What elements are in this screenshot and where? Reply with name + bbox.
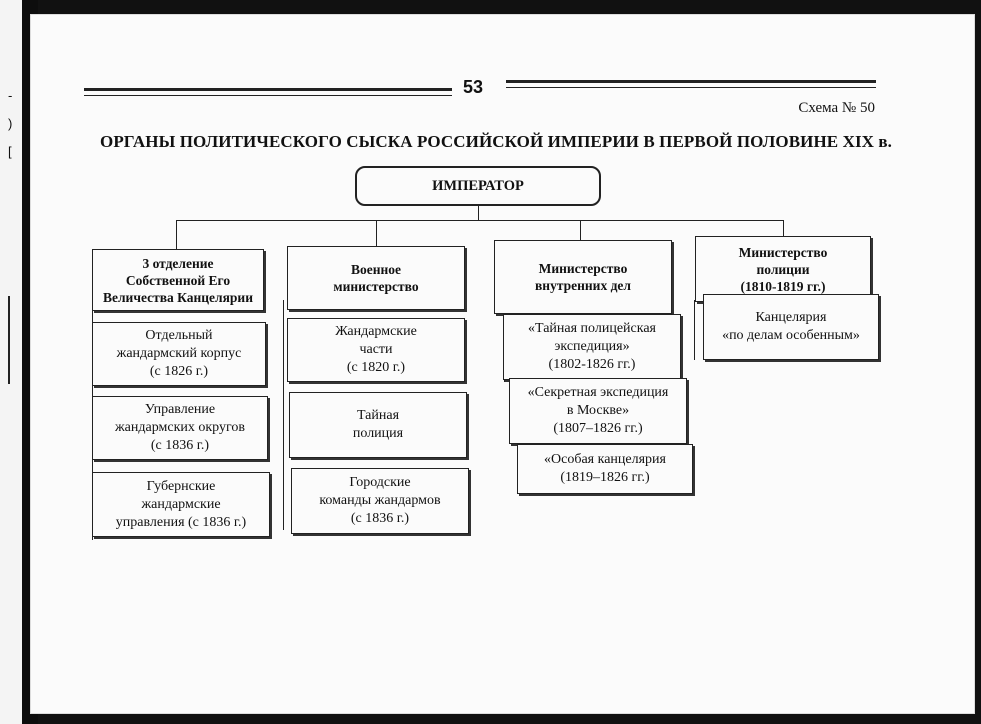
node-secret-police-expedition bbox=[503, 314, 681, 380]
margin-mark-3: [ bbox=[8, 144, 12, 159]
node-police-ministry-label: Министерство полиции (1810-1819 гг.) bbox=[738, 244, 828, 294]
node-gendarme-districts bbox=[92, 396, 268, 460]
node-special-affairs-office bbox=[703, 294, 879, 360]
node-city-gendarmes bbox=[291, 468, 469, 534]
margin-mark-1: - bbox=[8, 88, 13, 103]
spine-branch-4 bbox=[694, 300, 695, 360]
node-gendarme-districts-label: Управление жандармских округов (с 1836 г.) bbox=[115, 402, 245, 453]
node-secret-police-expedition-label: «Тайная полицейская экспедиция» (1802-1826 гг.) bbox=[528, 321, 656, 372]
node-provincial-gendarme bbox=[92, 472, 270, 537]
node-gendarme-units bbox=[287, 318, 465, 382]
header-rule-left bbox=[84, 88, 452, 91]
node-moscow-expedition-label: «Секретная экспедиция в Москве» (1807–1826 гг.) bbox=[527, 385, 669, 436]
diagram-title: ОРГАНЫ ПОЛИТИЧЕСКОГО СЫСКА РОССИЙСКОЙ ИМПЕРИИ В ПЕРВОЙ ПОЛОВИНЕ XIX в. bbox=[100, 132, 893, 151]
node-special-chancellery bbox=[517, 444, 693, 494]
connector-branch-1 bbox=[176, 220, 177, 249]
page-number: 53 bbox=[463, 77, 484, 97]
connector-branch-4 bbox=[783, 220, 784, 236]
node-interior-ministry-label: Министерство внутренних дел bbox=[535, 261, 631, 293]
margin-mark-2: ) bbox=[8, 116, 13, 131]
connector-root-down bbox=[478, 206, 479, 220]
schema-label: Схема № 50 bbox=[798, 100, 875, 116]
node-emperor bbox=[355, 166, 601, 206]
node-police-ministry bbox=[695, 236, 871, 302]
spine-branch-2 bbox=[283, 300, 284, 530]
connector-branch-3 bbox=[580, 220, 581, 240]
node-secret-police-label: Тайная полиция bbox=[352, 408, 404, 441]
node-war-ministry bbox=[287, 246, 465, 310]
node-city-gendarmes-label: Городские команды жандармов (с 1836 г.) bbox=[319, 475, 441, 526]
node-third-section-label: 3 отделение Собственной Его Величества Канцелярии bbox=[102, 255, 253, 305]
connector-horizontal bbox=[176, 220, 784, 221]
node-gendarme-corps bbox=[92, 322, 266, 386]
header-rule-left-thin bbox=[84, 95, 452, 96]
node-third-section bbox=[92, 249, 264, 311]
node-special-affairs-office-label: Канцелярия «по делам особенным» bbox=[722, 310, 860, 343]
margin-bracket bbox=[8, 296, 16, 384]
node-moscow-expedition bbox=[509, 378, 687, 444]
node-gendarme-corps-label: Отдельный жандармский корпус (с 1826 г.) bbox=[116, 328, 242, 379]
header-rule-right-thin bbox=[506, 87, 876, 88]
node-interior-ministry bbox=[494, 240, 672, 314]
connector-branch-2 bbox=[376, 220, 377, 246]
node-secret-police bbox=[289, 392, 467, 458]
header-rule-right bbox=[506, 80, 876, 83]
node-emperor-label: ИМПЕРАТОР bbox=[432, 177, 524, 194]
node-war-ministry-label: Военное министерство bbox=[333, 262, 419, 294]
node-provincial-gendarme-label: Губернские жандармские управления (с 1836 г.) bbox=[115, 478, 247, 530]
node-gendarme-units-label: Жандармские части (с 1820 г.) bbox=[335, 324, 417, 375]
node-special-chancellery-label: «Особая канцелярия (1819–1826 гг.) bbox=[544, 452, 666, 485]
